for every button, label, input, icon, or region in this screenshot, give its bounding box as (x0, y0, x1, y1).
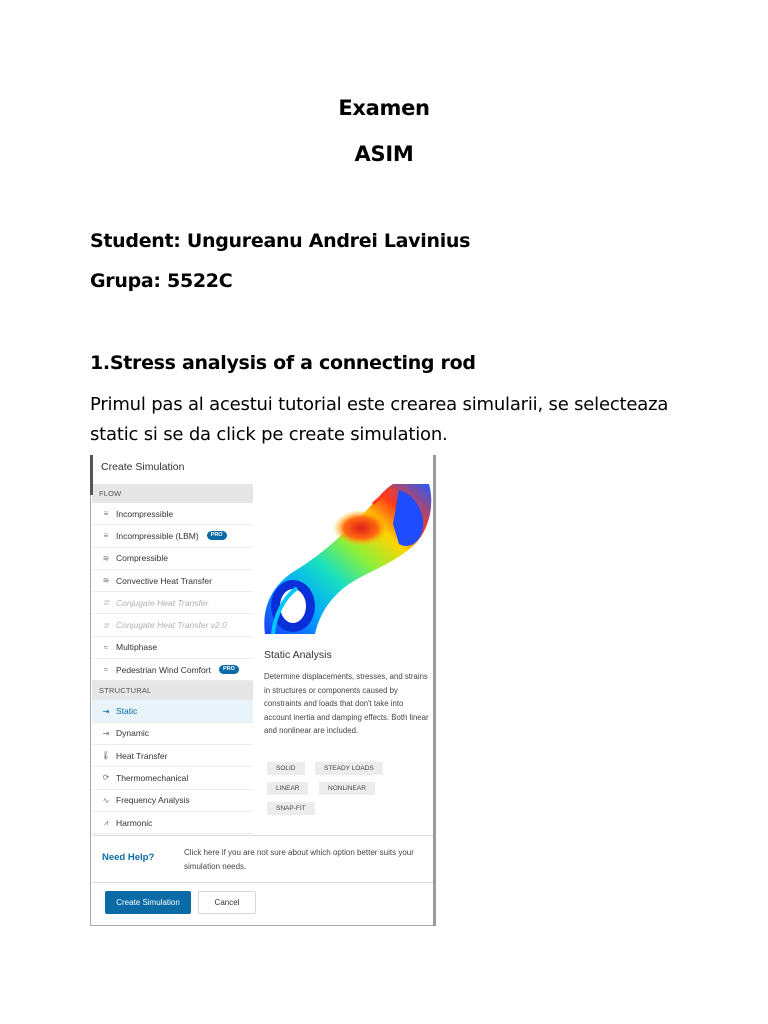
item-label: Harmonic (116, 817, 153, 828)
tag-nonlinear: NONLINEAR (319, 782, 375, 795)
tag-steady-loads: STEADY LOADS (315, 762, 383, 775)
detail-description: Determine displacements, stresses, and strains in structures or components caused by constraints and loads that don't take into account inertia and damping effects. Both linear and nonlinear are included. (264, 672, 429, 735)
thermomechanical-icon: ⟳ (102, 773, 110, 783)
item-label: Multiphase (116, 642, 158, 653)
static-arrow-icon: ⇥ (102, 706, 110, 716)
section-flow: FLOW (92, 484, 253, 503)
item-heat-transfer[interactable] (92, 745, 253, 767)
dynamic-arrow-icon: ⇥ (102, 728, 110, 738)
item-conjugate-heat-transfer-v2 (92, 614, 253, 636)
item-label: Incompressible (LBM) (116, 530, 199, 541)
wind-icon: ≈ (103, 665, 109, 675)
document-title: Examen (338, 96, 430, 120)
harmonic-icon: ⩘ (103, 817, 109, 827)
flow-lines-icon: ≡ (103, 509, 109, 519)
pro-badge: PRO (219, 665, 239, 674)
section-heading: 1.Stress analysis of a connecting rod (90, 352, 476, 374)
footer-divider (92, 882, 436, 883)
item-label: Convective Heat Transfer (116, 575, 212, 586)
help-text[interactable]: Click here if you are not sure about which option better suits your simulation needs. (184, 848, 414, 871)
item-static[interactable] (92, 700, 253, 722)
item-label: Frequency Analysis (116, 795, 190, 806)
item-pedestrian-wind-comfort[interactable] (92, 659, 253, 681)
item-label: Static (116, 706, 138, 717)
section-structural: STRUCTURAL (92, 681, 253, 700)
flow-lines-icon: ≡ (103, 531, 109, 541)
simulation-preview-image (253, 484, 436, 634)
help-divider (92, 835, 436, 836)
item-incompressible-lbm[interactable] (92, 525, 253, 547)
analysis-detail-panel (253, 634, 436, 839)
screenshot-right-edge (433, 455, 436, 926)
item-label: Conjugate Heat Transfer (116, 597, 209, 608)
item-label: Dynamic (116, 728, 150, 739)
item-harmonic[interactable] (92, 812, 253, 834)
dialog-title: Create Simulation (101, 461, 185, 473)
compressible-icon: ≋ (102, 553, 110, 563)
item-compressible[interactable] (92, 548, 253, 570)
tag-snap-fit: SNAP-FIT (267, 802, 315, 815)
wave-icon: ∿ (102, 795, 110, 805)
heat-waves-icon: ≋ (102, 576, 110, 586)
tag-linear: LINEAR (267, 782, 308, 795)
item-multiphase[interactable] (92, 637, 253, 659)
conjugate-icon: ≣ (102, 598, 110, 608)
item-convective-heat-transfer[interactable] (92, 570, 253, 592)
item-incompressible[interactable] (92, 503, 253, 525)
thermometer-icon: 🌡 (100, 751, 112, 761)
student-group: Grupa: 5522C (90, 270, 233, 292)
document-subtitle: ASIM (354, 142, 414, 166)
create-simulation-button[interactable]: Create Simulation (105, 891, 191, 914)
student-name: Student: Ungureanu Andrei Lavinius (90, 230, 471, 252)
item-frequency-analysis[interactable] (92, 790, 253, 812)
item-label: Incompressible (116, 508, 174, 519)
item-label: Compressible (116, 553, 168, 564)
tag-solid: SOLID (267, 762, 305, 775)
item-thermomechanical[interactable] (92, 767, 253, 789)
item-label: Conjugate Heat Transfer v2.0 (116, 620, 227, 631)
create-simulation-dialog (90, 455, 436, 926)
item-label: Heat Transfer (116, 750, 168, 761)
item-label: Pedestrian Wind Comfort (116, 664, 211, 675)
multiphase-icon: ≈ (103, 642, 109, 652)
cancel-button[interactable]: Cancel (198, 891, 256, 914)
need-help-link[interactable]: Need Help? (102, 852, 155, 863)
pro-badge: PRO (207, 531, 227, 540)
connecting-rod-stress-image (253, 484, 436, 634)
screenshot-left-edge (90, 455, 93, 495)
detail-title: Static Analysis (264, 649, 332, 661)
item-dynamic[interactable] (92, 723, 253, 745)
item-conjugate-heat-transfer (92, 592, 253, 614)
conjugate-icon: ≣ (102, 620, 110, 630)
item-label: Thermomechanical (116, 772, 189, 783)
instruction-paragraph: Primul pas al acestui tutorial este crearea simularii, se selecteaza static si se da click pe create simulation. (90, 394, 669, 445)
